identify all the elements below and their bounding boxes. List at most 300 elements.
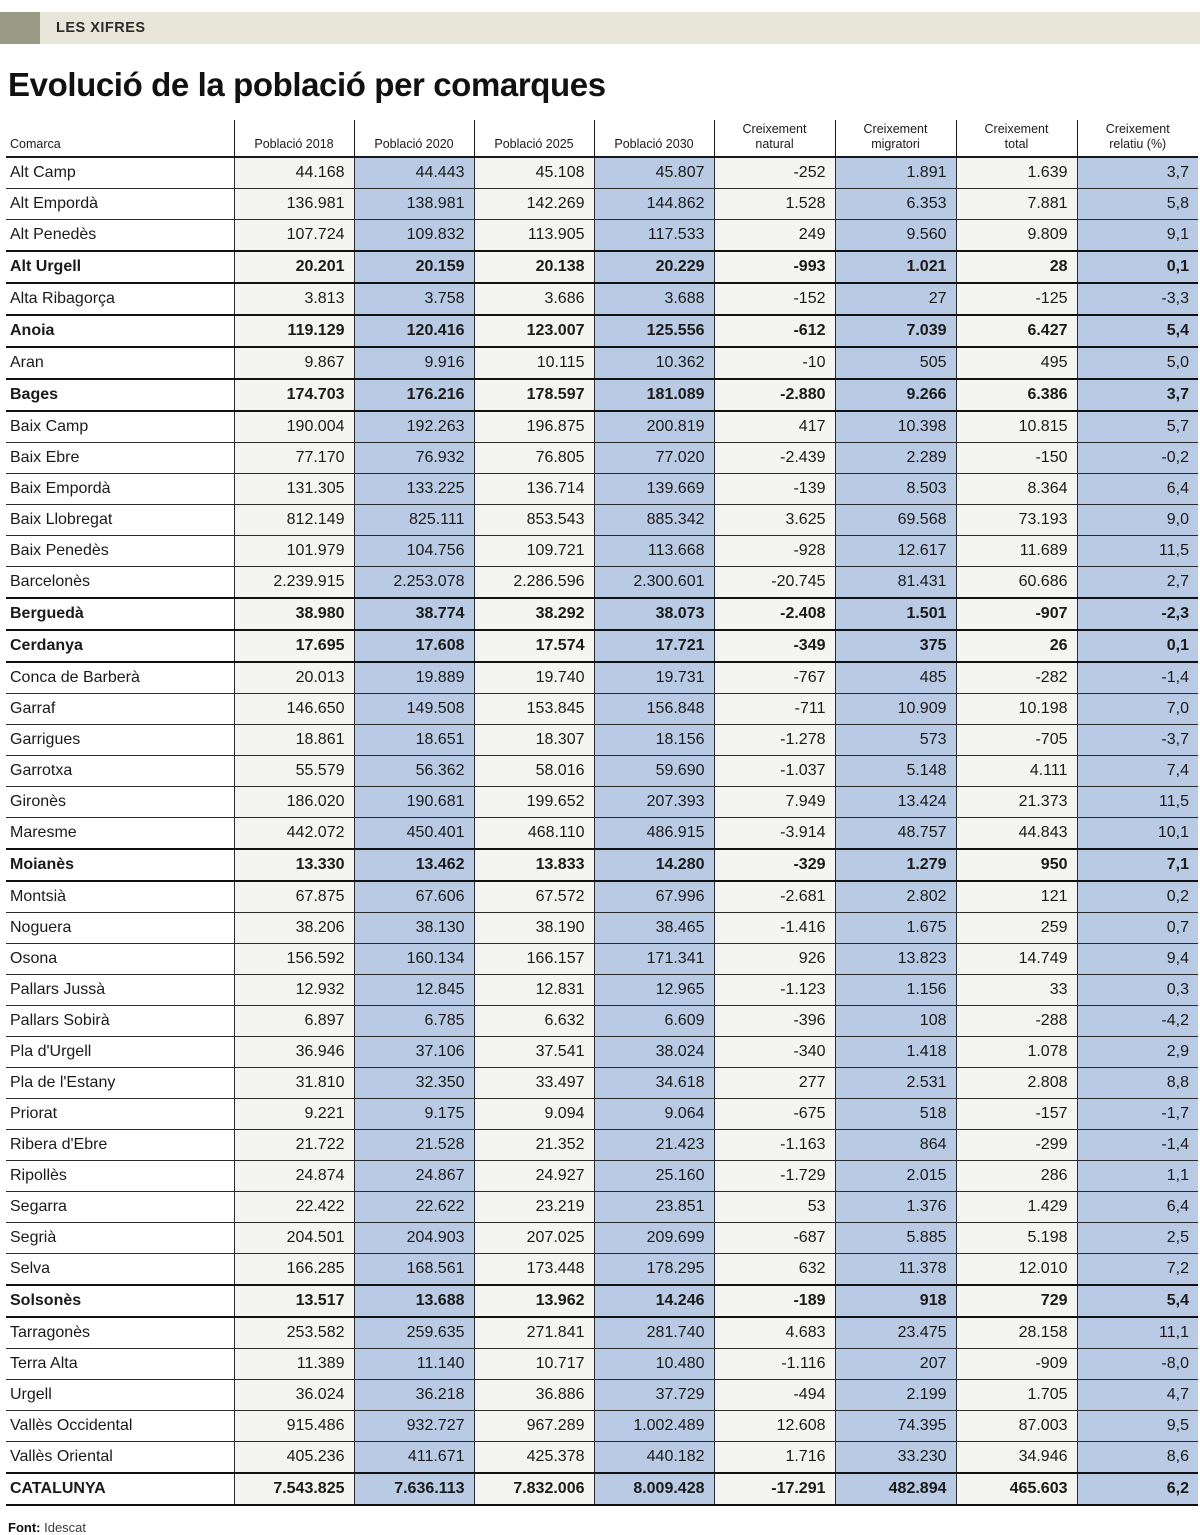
cell-value: 104.756 [354, 535, 474, 566]
table-row [6, 943, 1198, 974]
cell-value: 204.501 [234, 1222, 354, 1253]
column-header-2 [354, 120, 474, 157]
column-header-6 [835, 120, 956, 157]
table-row [6, 188, 1198, 219]
cell-value: 190.681 [354, 786, 474, 817]
cell-value: 48.757 [835, 817, 956, 849]
cell-value: 192.263 [354, 411, 474, 443]
table-row [6, 157, 1198, 189]
column-header-line: Creixement [1105, 122, 1170, 136]
cell-value: 3.686 [474, 283, 594, 315]
cell-value: 2.802 [835, 881, 956, 913]
cell-value: 5.885 [835, 1222, 956, 1253]
column-header-line: natural [755, 136, 794, 151]
cell-value: 109.721 [474, 535, 594, 566]
cell-value: -711 [714, 693, 835, 724]
cell-comarca-name: Baix Penedès [6, 535, 234, 566]
column-header-line: Població 2020 [374, 136, 454, 151]
cell-value: 18.307 [474, 724, 594, 755]
cell-value: 926 [714, 943, 835, 974]
cell-value: 7,4 [1077, 755, 1198, 786]
cell-value: 7.543.825 [234, 1473, 354, 1505]
cell-value: 38.190 [474, 912, 594, 943]
cell-value: 3.758 [354, 283, 474, 315]
cell-value: 967.289 [474, 1410, 594, 1441]
cell-value: 6.427 [956, 315, 1077, 347]
cell-value: -0,2 [1077, 442, 1198, 473]
cell-value: 518 [835, 1098, 956, 1129]
cell-value: 5,8 [1077, 188, 1198, 219]
cell-value: -687 [714, 1222, 835, 1253]
cell-value: 37.729 [594, 1379, 714, 1410]
cell-value: -288 [956, 1005, 1077, 1036]
cell-comarca-name: Bages [6, 379, 234, 411]
cell-value: 12.965 [594, 974, 714, 1005]
cell-value: 59.690 [594, 755, 714, 786]
cell-value: 36.886 [474, 1379, 594, 1410]
cell-value: 10.717 [474, 1348, 594, 1379]
cell-value: 12.932 [234, 974, 354, 1005]
cell-value: 9.221 [234, 1098, 354, 1129]
cell-value: 0,2 [1077, 881, 1198, 913]
cell-value: 21.373 [956, 786, 1077, 817]
cell-value: 14.246 [594, 1285, 714, 1317]
cell-value: 22.422 [234, 1191, 354, 1222]
cell-value: 1.279 [835, 849, 956, 881]
table-row [6, 598, 1198, 630]
cell-value: 3.813 [234, 283, 354, 315]
cell-value: 9,5 [1077, 1410, 1198, 1441]
cell-value: 120.416 [354, 315, 474, 347]
infographic-page [0, 12, 1200, 1535]
cell-comarca-name: Baix Camp [6, 411, 234, 443]
cell-value: 11,1 [1077, 1317, 1198, 1349]
cell-value: 36.024 [234, 1379, 354, 1410]
cell-value: 181.089 [594, 379, 714, 411]
cell-value: 6,4 [1077, 1191, 1198, 1222]
table-row [6, 724, 1198, 755]
cell-comarca-name: Ribera d'Ebre [6, 1129, 234, 1160]
cell-value: 632 [714, 1253, 835, 1285]
cell-comarca-name: Baix Empordà [6, 473, 234, 504]
cell-value: -1,7 [1077, 1098, 1198, 1129]
cell-value: 146.650 [234, 693, 354, 724]
cell-value: 11.140 [354, 1348, 474, 1379]
cell-value: -993 [714, 251, 835, 283]
table-header [6, 120, 1198, 157]
table-row [6, 1348, 1198, 1379]
cell-value: 21.423 [594, 1129, 714, 1160]
cell-value: 131.305 [234, 473, 354, 504]
cell-value: 1.418 [835, 1036, 956, 1067]
cell-value: 417 [714, 411, 835, 443]
cell-value: -494 [714, 1379, 835, 1410]
cell-comarca-name: Noguera [6, 912, 234, 943]
cell-comarca-name: Garrigues [6, 724, 234, 755]
cell-value: 38.130 [354, 912, 474, 943]
cell-value: -2.681 [714, 881, 835, 913]
cell-value: 9.916 [354, 347, 474, 379]
cell-value: 1.528 [714, 188, 835, 219]
cell-value: 2.253.078 [354, 566, 474, 598]
cell-value: 109.832 [354, 219, 474, 251]
cell-value: 21.528 [354, 1129, 474, 1160]
cell-value: 44.443 [354, 157, 474, 189]
table-row [6, 974, 1198, 1005]
kicker-banner [0, 12, 1200, 44]
cell-value: 9.064 [594, 1098, 714, 1129]
cell-value: 3,7 [1077, 379, 1198, 411]
cell-value: 1.891 [835, 157, 956, 189]
cell-comarca-name: Pla de l'Estany [6, 1067, 234, 1098]
cell-value: 885.342 [594, 504, 714, 535]
cell-value: 5,7 [1077, 411, 1198, 443]
cell-value: 915.486 [234, 1410, 354, 1441]
table-row [6, 283, 1198, 315]
cell-value: 199.652 [474, 786, 594, 817]
cell-value: 21.722 [234, 1129, 354, 1160]
page-title: Evolució de la població per comarques [8, 66, 606, 103]
cell-value: 13.823 [835, 943, 956, 974]
cell-value: 2,7 [1077, 566, 1198, 598]
cell-value: 4.683 [714, 1317, 835, 1349]
table-row [6, 1379, 1198, 1410]
cell-value: -1.123 [714, 974, 835, 1005]
cell-value: 138.981 [354, 188, 474, 219]
cell-value: -3,3 [1077, 283, 1198, 315]
cell-value: 0,3 [1077, 974, 1198, 1005]
cell-value: 23.851 [594, 1191, 714, 1222]
cell-value: 24.927 [474, 1160, 594, 1191]
cell-comarca-name: Segrià [6, 1222, 234, 1253]
cell-value: 67.606 [354, 881, 474, 913]
cell-value: 14.280 [594, 849, 714, 881]
cell-value: 10.398 [835, 411, 956, 443]
cell-value: 113.668 [594, 535, 714, 566]
cell-value: 5.148 [835, 755, 956, 786]
table-row [6, 1005, 1198, 1036]
cell-value: 465.603 [956, 1473, 1077, 1505]
cell-value: 207.025 [474, 1222, 594, 1253]
cell-value: 76.932 [354, 442, 474, 473]
cell-value: 10.815 [956, 411, 1077, 443]
cell-value: 149.508 [354, 693, 474, 724]
cell-value: 17.721 [594, 630, 714, 662]
cell-comarca-name: Selva [6, 1253, 234, 1285]
cell-value: 108 [835, 1005, 956, 1036]
column-header-3 [474, 120, 594, 157]
cell-value: 19.740 [474, 662, 594, 694]
table-row [6, 849, 1198, 881]
table-row [6, 662, 1198, 694]
cell-value: 10.909 [835, 693, 956, 724]
cell-value: 34.946 [956, 1441, 1077, 1473]
cell-value: 450.401 [354, 817, 474, 849]
cell-value: 28.158 [956, 1317, 1077, 1349]
cell-value: 0,1 [1077, 251, 1198, 283]
cell-value: 153.845 [474, 693, 594, 724]
cell-value: -340 [714, 1036, 835, 1067]
cell-value: 38.206 [234, 912, 354, 943]
cell-value: 119.129 [234, 315, 354, 347]
cell-comarca-name: Osona [6, 943, 234, 974]
cell-value: 932.727 [354, 1410, 474, 1441]
cell-value: 259 [956, 912, 1077, 943]
cell-value: 2.015 [835, 1160, 956, 1191]
column-header-line: Creixement [742, 122, 807, 136]
cell-value: 950 [956, 849, 1077, 881]
cell-value: 33.230 [835, 1441, 956, 1473]
cell-comarca-name: Montsià [6, 881, 234, 913]
column-header-4 [594, 120, 714, 157]
cell-value: 38.024 [594, 1036, 714, 1067]
kicker-color-swatch [0, 12, 40, 44]
cell-value: 2.531 [835, 1067, 956, 1098]
cell-comarca-name: Priorat [6, 1098, 234, 1129]
table-row [6, 251, 1198, 283]
cell-value: -2.880 [714, 379, 835, 411]
cell-value: -2.439 [714, 442, 835, 473]
cell-value: 1.156 [835, 974, 956, 1005]
cell-comarca-name: Solsonès [6, 1285, 234, 1317]
table-row [6, 817, 1198, 849]
cell-value: 196.875 [474, 411, 594, 443]
table-row [6, 219, 1198, 251]
cell-comarca-name: Gironès [6, 786, 234, 817]
cell-value: -1.037 [714, 755, 835, 786]
cell-value: 209.699 [594, 1222, 714, 1253]
cell-value: 69.568 [835, 504, 956, 535]
cell-value: 729 [956, 1285, 1077, 1317]
cell-value: 58.016 [474, 755, 594, 786]
table-row [6, 786, 1198, 817]
cell-value: 9,0 [1077, 504, 1198, 535]
cell-value: 139.669 [594, 473, 714, 504]
cell-comarca-name: Berguedà [6, 598, 234, 630]
cell-value: 442.072 [234, 817, 354, 849]
cell-value: 10.480 [594, 1348, 714, 1379]
cell-value: 0,1 [1077, 630, 1198, 662]
cell-value: 6.609 [594, 1005, 714, 1036]
cell-value: 207.393 [594, 786, 714, 817]
cell-value: -157 [956, 1098, 1077, 1129]
table-row [6, 315, 1198, 347]
cell-value: 468.110 [474, 817, 594, 849]
cell-value: 176.216 [354, 379, 474, 411]
cell-value: 411.671 [354, 1441, 474, 1473]
cell-value: 1.705 [956, 1379, 1077, 1410]
cell-value: -767 [714, 662, 835, 694]
cell-comarca-name: Moianès [6, 849, 234, 881]
cell-value: 2.239.915 [234, 566, 354, 598]
cell-value: 27 [835, 283, 956, 315]
table-row [6, 473, 1198, 504]
source-value: Idescat [44, 1519, 87, 1535]
cell-value: 33.497 [474, 1067, 594, 1098]
cell-value: 22.622 [354, 1191, 474, 1222]
cell-value: 20.159 [354, 251, 474, 283]
cell-value: 9.266 [835, 379, 956, 411]
column-header-line: total [1004, 136, 1029, 151]
cell-value: 375 [835, 630, 956, 662]
cell-value: -189 [714, 1285, 835, 1317]
cell-value: 11.689 [956, 535, 1077, 566]
cell-value: 53 [714, 1191, 835, 1222]
cell-value: -17.291 [714, 1473, 835, 1505]
cell-value: 9.809 [956, 219, 1077, 251]
cell-value: -252 [714, 157, 835, 189]
cell-comarca-name: Anoia [6, 315, 234, 347]
table-row [6, 881, 1198, 913]
cell-value: 31.810 [234, 1067, 354, 1098]
cell-value: -8,0 [1077, 1348, 1198, 1379]
cell-value: 1.021 [835, 251, 956, 283]
cell-value: 190.004 [234, 411, 354, 443]
cell-value: 7,2 [1077, 1253, 1198, 1285]
cell-value: 77.020 [594, 442, 714, 473]
cell-value: 38.292 [474, 598, 594, 630]
cell-value: 2.199 [835, 1379, 956, 1410]
table-body [6, 157, 1198, 1505]
cell-value: 56.362 [354, 755, 474, 786]
cell-value: 20.201 [234, 251, 354, 283]
cell-comarca-name: Terra Alta [6, 1348, 234, 1379]
cell-value: 4.111 [956, 755, 1077, 786]
cell-value: 44.843 [956, 817, 1077, 849]
cell-value: 204.903 [354, 1222, 474, 1253]
table-row [6, 1098, 1198, 1129]
cell-comarca-name: Alt Empordà [6, 188, 234, 219]
column-header-line: Població 2030 [614, 136, 694, 151]
cell-comarca-name: Segarra [6, 1191, 234, 1222]
cell-value: 9.175 [354, 1098, 474, 1129]
cell-comarca-name: CATALUNYA [6, 1473, 234, 1505]
cell-value: 825.111 [354, 504, 474, 535]
cell-value: -1,4 [1077, 662, 1198, 694]
cell-value: 13.462 [354, 849, 474, 881]
cell-value: 45.807 [594, 157, 714, 189]
cell-value: 13.833 [474, 849, 594, 881]
cell-value: 21.352 [474, 1129, 594, 1160]
cell-value: -928 [714, 535, 835, 566]
table-row [6, 755, 1198, 786]
cell-value: -396 [714, 1005, 835, 1036]
cell-value: 67.572 [474, 881, 594, 913]
cell-value: 38.465 [594, 912, 714, 943]
cell-value: 13.688 [354, 1285, 474, 1317]
cell-value: -612 [714, 315, 835, 347]
cell-value: 486.915 [594, 817, 714, 849]
cell-value: 123.007 [474, 315, 594, 347]
table-row [6, 1317, 1198, 1349]
cell-value: 9.867 [234, 347, 354, 379]
cell-value: 17.574 [474, 630, 594, 662]
cell-value: -1.116 [714, 1348, 835, 1379]
cell-value: 20.138 [474, 251, 594, 283]
cell-value: -20.745 [714, 566, 835, 598]
cell-value: 18.156 [594, 724, 714, 755]
cell-comarca-name: Pallars Sobirà [6, 1005, 234, 1036]
cell-value: 9,1 [1077, 219, 1198, 251]
table-row [6, 1285, 1198, 1317]
cell-value: 2.286.596 [474, 566, 594, 598]
table-row [6, 1191, 1198, 1222]
table-row [6, 1036, 1198, 1067]
cell-value: 25.160 [594, 1160, 714, 1191]
cell-value: 253.582 [234, 1317, 354, 1349]
column-header-line: Creixement [863, 122, 928, 136]
cell-value: 76.805 [474, 442, 594, 473]
cell-value: 67.875 [234, 881, 354, 913]
table-row [6, 1067, 1198, 1098]
cell-value: 24.874 [234, 1160, 354, 1191]
cell-value: -909 [956, 1348, 1077, 1379]
column-header-5 [714, 120, 835, 157]
cell-value: 144.862 [594, 188, 714, 219]
cell-value: 5,4 [1077, 315, 1198, 347]
cell-value: 18.651 [354, 724, 474, 755]
cell-value: 281.740 [594, 1317, 714, 1349]
cell-value: -1.278 [714, 724, 835, 755]
cell-value: 174.703 [234, 379, 354, 411]
table-row [6, 347, 1198, 379]
cell-comarca-name: Garraf [6, 693, 234, 724]
source-note [8, 1520, 1200, 1535]
cell-value: 505 [835, 347, 956, 379]
cell-value: 74.395 [835, 1410, 956, 1441]
cell-value: -150 [956, 442, 1077, 473]
cell-value: 178.597 [474, 379, 594, 411]
cell-comarca-name: Barcelonès [6, 566, 234, 598]
cell-comarca-name: Baix Llobregat [6, 504, 234, 535]
cell-value: 6.632 [474, 1005, 594, 1036]
column-header-8 [1077, 120, 1198, 157]
column-header-line: relatiu (%) [1109, 136, 1167, 151]
table-row [6, 442, 1198, 473]
cell-value: 6.353 [835, 188, 956, 219]
cell-value: 13.330 [234, 849, 354, 881]
column-header-1 [234, 120, 354, 157]
cell-comarca-name: Cerdanya [6, 630, 234, 662]
cell-comarca-name: Garrotxa [6, 755, 234, 786]
cell-value: -1,4 [1077, 1129, 1198, 1160]
cell-value: 0,7 [1077, 912, 1198, 943]
cell-value: -329 [714, 849, 835, 881]
cell-value: 1.002.489 [594, 1410, 714, 1441]
cell-value: 4,7 [1077, 1379, 1198, 1410]
cell-comarca-name: Urgell [6, 1379, 234, 1410]
cell-value: -1.416 [714, 912, 835, 943]
cell-value: 60.686 [956, 566, 1077, 598]
cell-comarca-name: Vallès Oriental [6, 1441, 234, 1473]
cell-value: 425.378 [474, 1441, 594, 1473]
cell-value: 37.541 [474, 1036, 594, 1067]
cell-value: 156.848 [594, 693, 714, 724]
cell-value: 178.295 [594, 1253, 714, 1285]
cell-value: 1.078 [956, 1036, 1077, 1067]
cell-value: 101.979 [234, 535, 354, 566]
cell-value: -3,7 [1077, 724, 1198, 755]
cell-value: 1.716 [714, 1441, 835, 1473]
cell-value: -3.914 [714, 817, 835, 849]
cell-value: 2,9 [1077, 1036, 1198, 1067]
cell-value: -1.163 [714, 1129, 835, 1160]
cell-value: 17.608 [354, 630, 474, 662]
table-row [6, 630, 1198, 662]
cell-comarca-name: Pla d'Urgell [6, 1036, 234, 1067]
column-header-line: Població 2025 [494, 136, 574, 151]
table-row [6, 379, 1198, 411]
